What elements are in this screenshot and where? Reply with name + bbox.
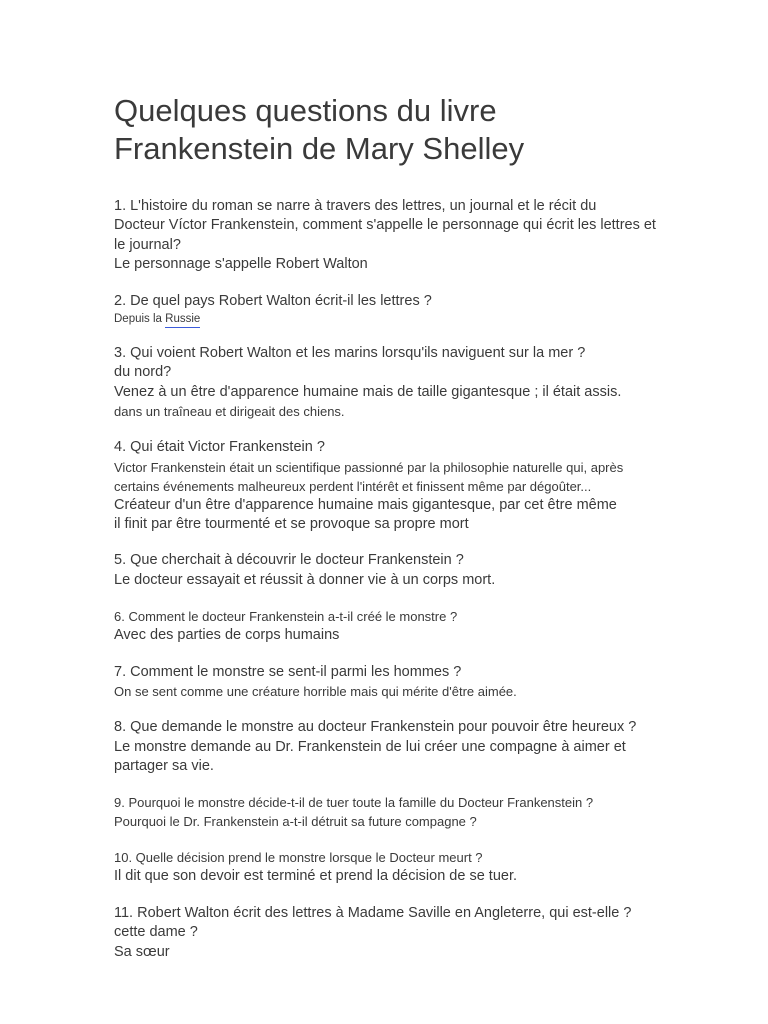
qa-block-5 [114,551,674,590]
question-9: 9. Pourquoi le monstre décide-t-il de tuer toute la famille du Docteur Frankenstein ? [114,795,594,811]
qa-block-1 [114,197,674,275]
question-1-line-3: le journal? [114,236,181,253]
question-4: 4. Qui était Victor Frankenstein ? [114,439,325,456]
answer-7: On se sent comme une créature horrible mais qui mérite d'être aimée. [114,684,517,700]
page-title [114,92,674,168]
answer-4-line-4: il finit par être tourmenté et se provoque sa propre mort [114,516,469,533]
qa-block-3 [114,344,674,421]
question-1-line-2: Docteur Víctor Frankenstein, comment s'appelle le personnage qui écrit les lettres et [114,217,656,234]
answer-11: Sa sœur [114,943,170,960]
qa-block-6 [114,607,674,645]
question-11-line-1: 11. Robert Walton écrit des lettres à Madame Saville en Angleterre, qui est-elle ? [114,904,632,921]
question-3-line-2: du nord? [114,364,172,381]
answer-4-line-2: certains événements malheureux perdent l'intérêt et finissent même par dégoûter... [114,478,592,494]
document-page [114,92,674,979]
answer-3-line-2: dans un traîneau et dirigeait des chiens. [114,404,345,420]
question-2: 2. De quel pays Robert Walton écrit-il les lettres ? [114,292,432,309]
qa-block-11 [114,904,674,962]
answer-1: Le personnage s'appelle Robert Walton [114,256,368,273]
question-7: 7. Comment le monstre se sent-il parmi les hommes ? [114,663,462,680]
answer-3-line-1: Venez à un être d'apparence humaine mais de taille gigantesque ; il était assis. [114,383,622,400]
question-5: 5. Que cherchait à découvrir le docteur Frankenstein ? [114,552,464,569]
answer-9: Pourquoi le Dr. Frankenstein a-t-il détruit sa future compagne ? [114,814,477,830]
qa-block-4 [114,438,674,534]
qa-block-10 [114,848,674,886]
answer-6: Avec des parties de corps humains [114,627,340,644]
qa-block-7 [114,663,674,701]
title-line-2: Frankenstein de Mary Shelley [114,131,525,166]
answer-4-line-1: Victor Frankenstein était un scientifique passionné par la philosophie naturelle qui, après [114,459,624,475]
qa-block-8 [114,718,674,776]
answer-5: Le docteur essayait et réussit à donner vie à un corps mort. [114,571,496,588]
title-line-1: Quelques questions du livre [114,93,497,128]
answer-2-link[interactable]: Russie [165,313,200,328]
question-11-line-2: cette dame ? [114,924,198,941]
question-6: 6. Comment le docteur Frankenstein a-t-il créé le monstre ? [114,609,458,625]
answer-2-prefix: Depuis la [114,313,166,326]
answer-10: Il dit que son devoir est terminé et prend la décision de se tuer. [114,868,518,885]
answer-4-line-3: Créateur d'un être d'apparence humaine mais gigantesque, par cet être même [114,496,617,513]
qa-block-9 [114,793,674,831]
question-10: 10. Quelle décision prend le monstre lorsque le Docteur meurt ? [114,850,483,866]
question-3-line-1: 3. Qui voient Robert Walton et les marins lorsqu'ils naviguent sur la mer ? [114,345,586,362]
answer-2 [114,311,674,327]
question-1-line-1: 1. L'histoire du roman se narre à travers des lettres, un journal et le récit du [114,198,597,214]
answer-8-line-1: Le monstre demande au Dr. Frankenstein de lui créer une compagne à aimer et [114,738,626,755]
question-8: 8. Que demande le monstre au docteur Frankenstein pour pouvoir être heureux ? [114,719,637,736]
qa-block-2 [114,292,674,327]
answer-8-line-2: partager sa vie. [114,757,214,774]
